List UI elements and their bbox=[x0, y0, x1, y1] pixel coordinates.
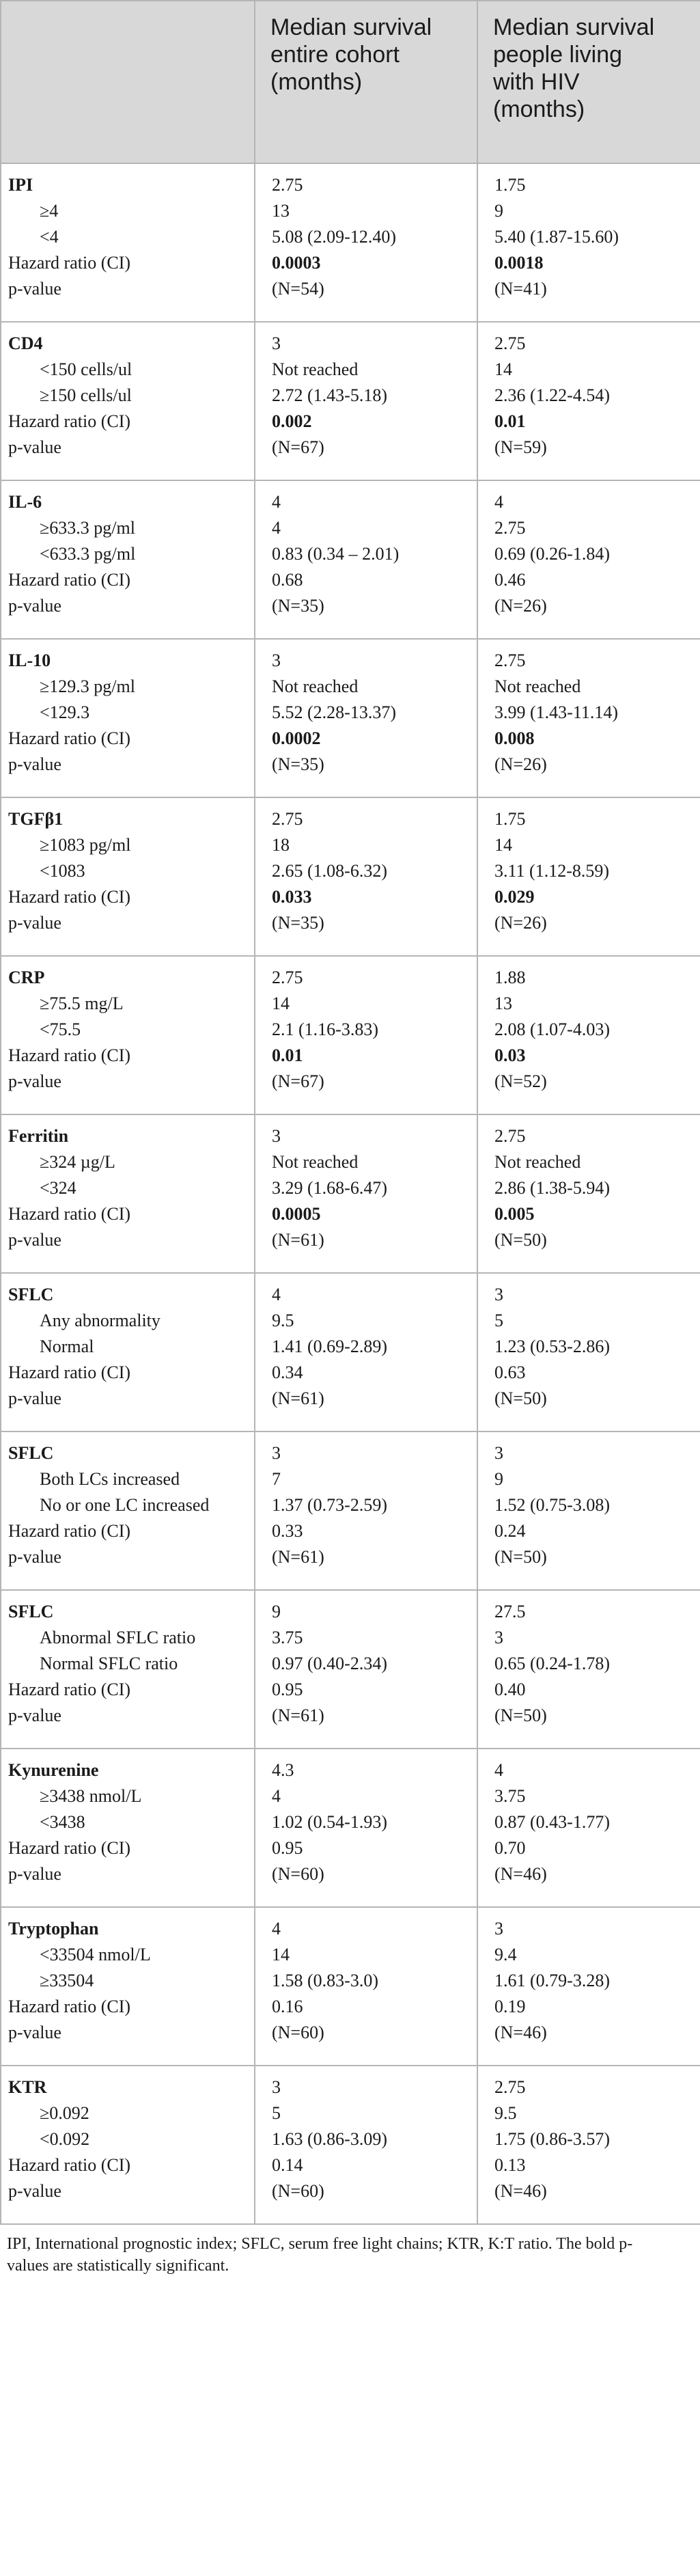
variable-cell bbox=[1, 956, 255, 1114]
hiv-cohort-cell bbox=[477, 1273, 700, 1431]
level-label: Any abnormality bbox=[40, 1311, 160, 1330]
p-value: 0.33 bbox=[272, 1521, 303, 1541]
hiv-cohort-cell bbox=[477, 163, 700, 322]
variable-cell bbox=[1, 1273, 255, 1431]
hiv-cohort-cell bbox=[477, 2066, 700, 2224]
entire-cohort-cell bbox=[255, 1273, 477, 1431]
p-value: 0.13 bbox=[494, 2155, 526, 2175]
median-high: 4 bbox=[494, 492, 503, 512]
variable-cell bbox=[1, 480, 255, 639]
hazard-ratio: 3.29 (1.68-6.47) bbox=[272, 1178, 387, 1198]
level-label: <0.092 bbox=[40, 2129, 90, 2149]
entire-cohort-cell bbox=[255, 322, 477, 480]
sample-size: (N=61) bbox=[272, 1705, 324, 1725]
level-label: <324 bbox=[40, 1178, 76, 1198]
entire-cohort-cell bbox=[255, 1907, 477, 2066]
table-row bbox=[1, 480, 700, 639]
hazard-ratio: 0.83 (0.34 – 2.01) bbox=[272, 544, 400, 564]
variable-cell bbox=[1, 797, 255, 956]
median-high: 2.75 bbox=[494, 650, 526, 670]
p-value: 0.0002 bbox=[272, 728, 321, 748]
p-value: 0.033 bbox=[272, 887, 312, 907]
hazard-ratio: 1.75 (0.86-3.57) bbox=[494, 2129, 610, 2149]
header-entire-cohort bbox=[255, 1, 477, 163]
median-low: 9 bbox=[494, 1469, 503, 1489]
table-row bbox=[1, 322, 700, 480]
median-low: 3 bbox=[494, 1628, 503, 1647]
hiv-cohort-cell bbox=[477, 639, 700, 797]
median-low: 7 bbox=[272, 1469, 281, 1489]
sample-size: (N=50) bbox=[494, 1230, 547, 1250]
p-value: 0.95 bbox=[272, 1838, 303, 1858]
hazard-ratio: 1.58 (0.83-3.0) bbox=[272, 1971, 378, 1990]
sample-size: (N=26) bbox=[494, 596, 547, 616]
hiv-cohort-cell bbox=[477, 480, 700, 639]
hazard-ratio: 2.86 (1.38-5.94) bbox=[494, 1178, 610, 1198]
median-low: 3.75 bbox=[494, 1786, 526, 1806]
table-row bbox=[1, 1590, 700, 1749]
sample-size: (N=50) bbox=[494, 1705, 547, 1725]
median-high: 4 bbox=[272, 492, 281, 512]
median-low: Not reached bbox=[494, 676, 581, 696]
hazard-ratio: 2.72 (1.43-5.18) bbox=[272, 385, 387, 405]
pvalue-label: p-value bbox=[8, 1071, 61, 1091]
hazard-label: Hazard ratio (CI) bbox=[8, 1997, 131, 2016]
p-value: 0.63 bbox=[494, 1362, 526, 1382]
header-empty-cell bbox=[1, 1, 255, 163]
hazard-ratio: 2.36 (1.22-4.54) bbox=[494, 385, 610, 405]
hazard-ratio: 1.63 (0.86-3.09) bbox=[272, 2129, 387, 2149]
sample-size: (N=26) bbox=[494, 754, 547, 774]
variable-cell bbox=[1, 1114, 255, 1273]
hazard-ratio: 3.11 (1.12-8.59) bbox=[494, 861, 610, 881]
hazard-label: Hazard ratio (CI) bbox=[8, 1521, 131, 1541]
level-label: <1083 bbox=[40, 861, 85, 881]
p-value: 0.03 bbox=[494, 1045, 526, 1065]
entire-cohort-cell bbox=[255, 956, 477, 1114]
hazard-ratio: 3.99 (1.43-11.14) bbox=[494, 702, 619, 722]
median-high: 3 bbox=[494, 1285, 503, 1304]
median-high: 2.75 bbox=[494, 1126, 526, 1146]
table-row bbox=[1, 2066, 700, 2224]
level-label: <129.3 bbox=[40, 702, 90, 722]
level-label: <33504 nmol/L bbox=[40, 1945, 151, 1964]
hazard-label: Hazard ratio (CI) bbox=[8, 2155, 131, 2175]
sample-size: (N=60) bbox=[272, 2023, 324, 2042]
level-label: ≥150 cells/ul bbox=[40, 385, 132, 405]
entire-cohort-cell bbox=[255, 1431, 477, 1590]
p-value: 0.95 bbox=[272, 1680, 303, 1699]
median-high: 2.75 bbox=[272, 968, 303, 987]
p-value: 0.008 bbox=[494, 728, 535, 748]
median-high: 3 bbox=[494, 1919, 503, 1938]
level-label: <633.3 pg/ml bbox=[40, 544, 136, 564]
level-label: <150 cells/ul bbox=[40, 359, 132, 379]
median-low: 14 bbox=[272, 1945, 290, 1964]
median-high: 2.75 bbox=[494, 333, 526, 353]
pvalue-label: p-value bbox=[8, 2023, 61, 2042]
sample-size: (N=50) bbox=[494, 1547, 547, 1567]
median-high: 3 bbox=[272, 1126, 281, 1146]
p-value: 0.34 bbox=[272, 1362, 303, 1382]
hazard-ratio: 0.69 (0.26-1.84) bbox=[494, 544, 610, 564]
p-value: 0.14 bbox=[272, 2155, 303, 2175]
hiv-cohort-cell bbox=[477, 797, 700, 956]
hazard-ratio: 0.87 (0.43-1.77) bbox=[494, 1812, 610, 1832]
header-text: (months) bbox=[493, 96, 585, 122]
median-high: 2.75 bbox=[494, 2077, 526, 2097]
pvalue-label: p-value bbox=[8, 754, 61, 774]
p-value: 0.46 bbox=[494, 570, 526, 590]
level-label: ≥633.3 pg/ml bbox=[40, 518, 135, 538]
header-text: with HIV bbox=[493, 69, 580, 95]
p-value: 0.0005 bbox=[272, 1204, 321, 1224]
median-high: 1.75 bbox=[494, 175, 526, 195]
variable-title: IL-10 bbox=[8, 650, 51, 670]
sample-size: (N=60) bbox=[272, 1864, 324, 1884]
hazard-ratio: 1.41 (0.69-2.89) bbox=[272, 1337, 387, 1356]
variable-title: Tryptophan bbox=[8, 1919, 99, 1938]
median-high: 3 bbox=[272, 650, 281, 670]
hazard-ratio: 2.08 (1.07-4.03) bbox=[494, 1019, 610, 1039]
median-low: 18 bbox=[272, 835, 290, 855]
median-high: 2.75 bbox=[272, 175, 303, 195]
header-row bbox=[1, 1, 700, 163]
median-low: 14 bbox=[272, 994, 290, 1013]
hiv-cohort-cell bbox=[477, 1907, 700, 2066]
median-high: 3 bbox=[272, 1443, 281, 1463]
pvalue-label: p-value bbox=[8, 2181, 61, 2201]
entire-cohort-cell bbox=[255, 797, 477, 956]
level-label: ≥3438 nmol/L bbox=[40, 1786, 142, 1806]
table-row bbox=[1, 163, 700, 322]
hazard-label: Hazard ratio (CI) bbox=[8, 1838, 131, 1858]
footnote-line: IPI, International prognostic index; SFLC, serum free light chains; KTR, K:T ratio. The bold p- bbox=[7, 2235, 633, 2253]
sample-size: (N=60) bbox=[272, 2181, 324, 2201]
entire-cohort-cell bbox=[255, 480, 477, 639]
table-row bbox=[1, 1907, 700, 2066]
pvalue-label: p-value bbox=[8, 1388, 61, 1408]
median-low: 13 bbox=[272, 201, 290, 221]
level-label: <75.5 bbox=[40, 1019, 81, 1039]
level-label: ≥75.5 mg/L bbox=[40, 994, 124, 1013]
hazard-ratio: 1.52 (0.75-3.08) bbox=[494, 1495, 610, 1515]
hiv-cohort-cell bbox=[477, 1749, 700, 1907]
sample-size: (N=35) bbox=[272, 913, 324, 933]
variable-title: IL-6 bbox=[8, 492, 42, 512]
median-low: 9.5 bbox=[494, 2103, 517, 2123]
p-value: 0.70 bbox=[494, 1838, 526, 1858]
p-value: 0.002 bbox=[272, 411, 312, 431]
hazard-label: Hazard ratio (CI) bbox=[8, 411, 131, 431]
sample-size: (N=54) bbox=[272, 279, 324, 299]
hazard-label: Hazard ratio (CI) bbox=[8, 728, 131, 748]
level-label: No or one LC increased bbox=[40, 1495, 210, 1515]
pvalue-label: p-value bbox=[8, 1705, 61, 1725]
median-high: 27.5 bbox=[494, 1602, 526, 1621]
variable-title: KTR bbox=[8, 2077, 47, 2097]
variable-cell bbox=[1, 322, 255, 480]
header-text: entire cohort bbox=[270, 42, 400, 68]
sample-size: (N=35) bbox=[272, 754, 324, 774]
sample-size: (N=26) bbox=[494, 913, 547, 933]
pvalue-label: p-value bbox=[8, 913, 61, 933]
variable-title: SFLC bbox=[8, 1602, 54, 1621]
level-label: Abnormal SFLC ratio bbox=[40, 1628, 196, 1647]
variable-title: IPI bbox=[8, 175, 33, 195]
p-value: 0.0018 bbox=[494, 253, 544, 273]
level-label: Normal SFLC ratio bbox=[40, 1654, 178, 1673]
variable-title: Kynurenine bbox=[8, 1760, 99, 1780]
median-low: 4 bbox=[272, 518, 281, 538]
variable-title: Ferritin bbox=[8, 1126, 69, 1146]
hazard-label: Hazard ratio (CI) bbox=[8, 1204, 131, 1224]
sample-size: (N=52) bbox=[494, 1071, 547, 1091]
sample-size: (N=61) bbox=[272, 1230, 324, 1250]
header-text: people living bbox=[493, 42, 623, 68]
median-high: 3 bbox=[272, 2077, 281, 2097]
variable-title: TGFβ1 bbox=[8, 809, 64, 829]
sample-size: (N=46) bbox=[494, 2181, 547, 2201]
median-high: 1.88 bbox=[494, 968, 526, 987]
variable-title: SFLC bbox=[8, 1443, 54, 1463]
sample-size: (N=61) bbox=[272, 1547, 324, 1567]
sample-size: (N=46) bbox=[494, 2023, 547, 2042]
level-label: ≥129.3 pg/ml bbox=[40, 676, 135, 696]
entire-cohort-cell bbox=[255, 2066, 477, 2224]
variable-cell bbox=[1, 1431, 255, 1590]
pvalue-label: p-value bbox=[8, 1864, 61, 1884]
level-label: <3438 bbox=[40, 1812, 85, 1832]
median-low: 2.75 bbox=[494, 518, 526, 538]
header-text: (months) bbox=[270, 69, 363, 95]
median-low: Not reached bbox=[272, 359, 359, 379]
sample-size: (N=41) bbox=[494, 279, 547, 299]
median-low: 5 bbox=[494, 1311, 503, 1330]
pvalue-label: p-value bbox=[8, 1230, 61, 1250]
variable-cell bbox=[1, 1749, 255, 1907]
p-value: 0.0003 bbox=[272, 253, 321, 273]
level-label: ≥1083 pg/ml bbox=[40, 835, 131, 855]
entire-cohort-cell bbox=[255, 1590, 477, 1749]
entire-cohort-cell bbox=[255, 639, 477, 797]
variable-title: CRP bbox=[8, 968, 45, 987]
pvalue-label: p-value bbox=[8, 279, 61, 299]
median-low: 4 bbox=[272, 1786, 281, 1806]
p-value: 0.01 bbox=[494, 411, 526, 431]
variable-cell bbox=[1, 639, 255, 797]
median-high: 9 bbox=[272, 1602, 281, 1621]
level-label: ≥4 bbox=[40, 201, 59, 221]
variable-cell bbox=[1, 1907, 255, 2066]
hazard-label: Hazard ratio (CI) bbox=[8, 1362, 131, 1382]
sample-size: (N=67) bbox=[272, 437, 324, 457]
median-high: 4 bbox=[272, 1919, 281, 1938]
median-low: Not reached bbox=[494, 1152, 581, 1172]
median-low: 14 bbox=[494, 835, 512, 855]
sample-size: (N=35) bbox=[272, 596, 324, 616]
hiv-cohort-cell bbox=[477, 1431, 700, 1590]
hazard-ratio: 2.1 (1.16-3.83) bbox=[272, 1019, 378, 1039]
median-low: 9 bbox=[494, 201, 503, 221]
p-value: 0.01 bbox=[272, 1045, 303, 1065]
level-label: ≥0.092 bbox=[40, 2103, 89, 2123]
table-row bbox=[1, 1749, 700, 1907]
table-row bbox=[1, 1273, 700, 1431]
median-high: 3 bbox=[272, 333, 281, 353]
median-high: 4.3 bbox=[272, 1760, 294, 1780]
sample-size: (N=67) bbox=[272, 1071, 324, 1091]
median-low: 9.4 bbox=[494, 1945, 517, 1964]
median-low: 14 bbox=[494, 359, 512, 379]
variable-title: SFLC bbox=[8, 1285, 54, 1304]
level-label: ≥324 µg/L bbox=[40, 1152, 115, 1172]
pvalue-label: p-value bbox=[8, 437, 61, 457]
header-hiv-cohort bbox=[477, 1, 700, 163]
header-text: Median survival bbox=[493, 14, 655, 40]
p-value: 0.68 bbox=[272, 570, 303, 590]
level-label: <4 bbox=[40, 227, 59, 247]
table-row bbox=[1, 1114, 700, 1273]
median-low: 3.75 bbox=[272, 1628, 303, 1647]
footnote-line: values are statistically significant. bbox=[7, 2257, 229, 2275]
hazard-label: Hazard ratio (CI) bbox=[8, 570, 131, 590]
table-row bbox=[1, 1431, 700, 1590]
level-label: ≥33504 bbox=[40, 1971, 94, 1990]
p-value: 0.24 bbox=[494, 1521, 526, 1541]
variable-cell bbox=[1, 2066, 255, 2224]
hiv-cohort-cell bbox=[477, 1114, 700, 1273]
table-row bbox=[1, 639, 700, 797]
hiv-cohort-cell bbox=[477, 956, 700, 1114]
entire-cohort-cell bbox=[255, 163, 477, 322]
hazard-ratio: 0.65 (0.24-1.78) bbox=[494, 1654, 610, 1673]
hazard-ratio: 0.97 (0.40-2.34) bbox=[272, 1654, 387, 1673]
median-low: 9.5 bbox=[272, 1311, 294, 1330]
sample-size: (N=50) bbox=[494, 1388, 547, 1408]
hazard-ratio: 5.08 (2.09-12.40) bbox=[272, 227, 396, 247]
hiv-cohort-cell bbox=[477, 1590, 700, 1749]
hazard-label: Hazard ratio (CI) bbox=[8, 1045, 131, 1065]
hazard-label: Hazard ratio (CI) bbox=[8, 1680, 131, 1699]
hazard-label: Hazard ratio (CI) bbox=[8, 887, 131, 907]
hiv-cohort-cell bbox=[477, 322, 700, 480]
median-low: 5 bbox=[272, 2103, 281, 2123]
sample-size: (N=59) bbox=[494, 437, 547, 457]
hazard-ratio: 1.37 (0.73-2.59) bbox=[272, 1495, 387, 1515]
header-text: Median survival bbox=[270, 14, 432, 40]
median-high: 3 bbox=[494, 1443, 503, 1463]
level-label: Both LCs increased bbox=[40, 1469, 180, 1489]
hazard-ratio: 1.23 (0.53-2.86) bbox=[494, 1337, 610, 1356]
variable-title: CD4 bbox=[8, 333, 43, 353]
median-high: 1.75 bbox=[494, 809, 526, 829]
p-value: 0.16 bbox=[272, 1997, 303, 2016]
hazard-ratio: 5.52 (2.28-13.37) bbox=[272, 702, 396, 722]
entire-cohort-cell bbox=[255, 1749, 477, 1907]
footnote bbox=[0, 2225, 700, 2277]
p-value: 0.029 bbox=[494, 887, 535, 907]
median-high: 4 bbox=[494, 1760, 503, 1780]
median-low: Not reached bbox=[272, 1152, 359, 1172]
hazard-label: Hazard ratio (CI) bbox=[8, 253, 131, 273]
variable-cell bbox=[1, 1590, 255, 1749]
level-label: Normal bbox=[40, 1337, 94, 1356]
hazard-ratio: 1.02 (0.54-1.93) bbox=[272, 1812, 387, 1832]
p-value: 0.40 bbox=[494, 1680, 526, 1699]
sample-size: (N=61) bbox=[272, 1388, 324, 1408]
median-high: 2.75 bbox=[272, 809, 303, 829]
p-value: 0.19 bbox=[494, 1997, 526, 2016]
median-low: 13 bbox=[494, 994, 512, 1013]
table-row bbox=[1, 797, 700, 956]
entire-cohort-cell bbox=[255, 1114, 477, 1273]
p-value: 0.005 bbox=[494, 1204, 535, 1224]
pvalue-label: p-value bbox=[8, 596, 61, 616]
median-high: 4 bbox=[272, 1285, 281, 1304]
table-row bbox=[1, 956, 700, 1114]
hazard-ratio: 2.65 (1.08-6.32) bbox=[272, 861, 387, 881]
pvalue-label: p-value bbox=[8, 1547, 61, 1567]
variable-cell bbox=[1, 163, 255, 322]
hazard-ratio: 5.40 (1.87-15.60) bbox=[494, 227, 619, 247]
hazard-ratio: 1.61 (0.79-3.28) bbox=[494, 1971, 610, 1990]
median-low: Not reached bbox=[272, 676, 359, 696]
sample-size: (N=46) bbox=[494, 1864, 547, 1884]
